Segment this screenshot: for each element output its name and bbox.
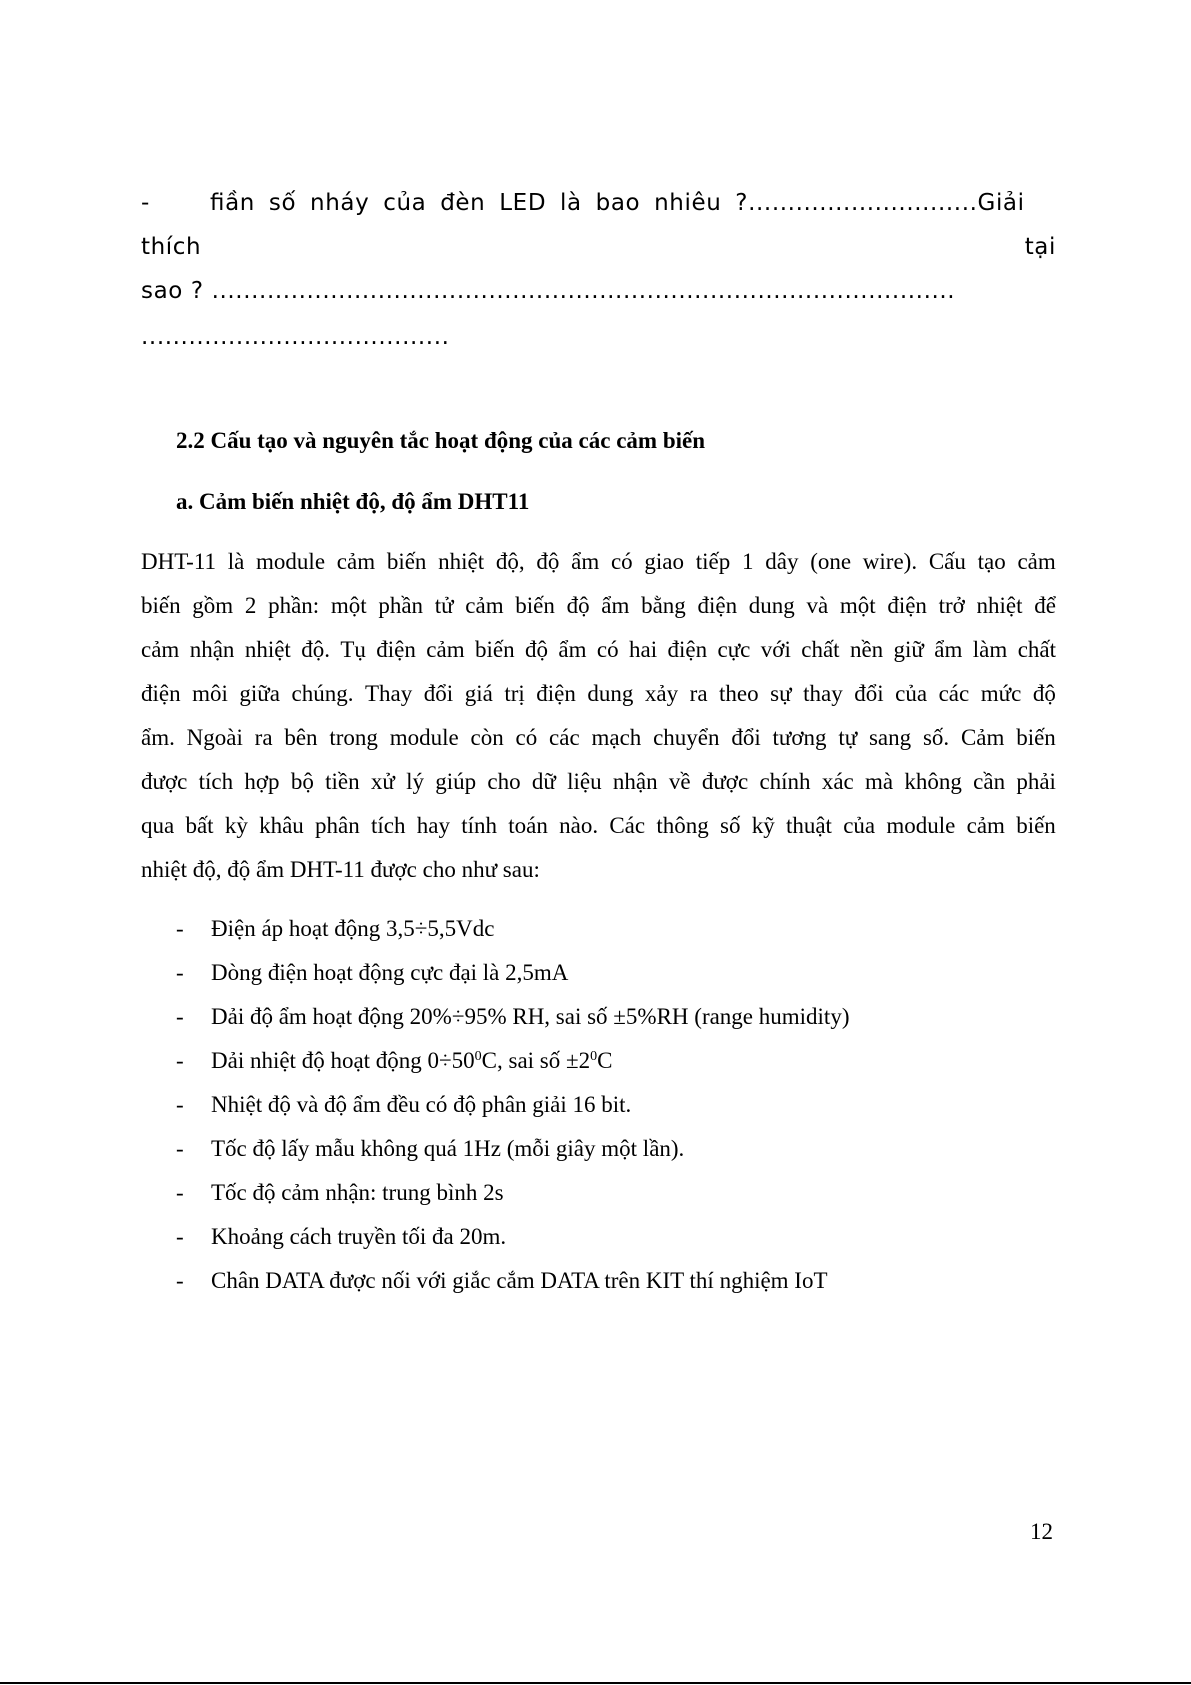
paragraph-line: DHT-11 là module cảm biến nhiệt độ, độ ẩm có giao tiếp 1 dây (one wire). Cấu tạo cảm — [141, 549, 1056, 574]
paragraph-line: được tích hợp bộ tiền xử lý giúp cho dữ liệu nhận về được chính xác mà không cần phải — [141, 769, 1056, 794]
list-item — [176, 1222, 1056, 1266]
list-item-text: Dòng điện hoạt động cực đại là 2,5mA — [211, 960, 569, 985]
list-item-text: Nhiệt độ và độ ẩm đều có độ phân giải 16 bit. — [211, 1092, 632, 1117]
list-item — [176, 1090, 1056, 1134]
list-dash: - — [176, 1048, 184, 1073]
bottom-divider — [0, 1682, 1191, 1684]
list-item — [176, 1046, 1056, 1090]
list-item-text: Chân DATA được nối với giắc cắm DATA trên KIT thí nghiệm IoT — [211, 1268, 828, 1293]
question-word-tai: tại — [1024, 234, 1056, 260]
list-item — [176, 1002, 1056, 1046]
list-dash: - — [176, 1224, 184, 1249]
list-item — [176, 1266, 1056, 1310]
paragraph-line: cảm nhận nhiệt độ. Tụ điện cảm biến độ ẩm có hai điện cực với chất nền giữ ẩm làm chất — [141, 637, 1056, 662]
temp-range-text: Dải nhiệt độ hoạt động 0÷50 — [211, 1048, 475, 1073]
list-item-text: Tốc độ lấy mẫu không quá 1Hz (mỗi giây một lần). — [211, 1136, 685, 1161]
list-item-text: Dải độ ẩm hoạt động 20%÷95% RH, sai số ±5%RH (range humidity) — [211, 1004, 850, 1029]
subsection-heading: a. Cảm biến nhiệt độ, độ ẩm DHT11 — [176, 489, 530, 514]
question-word-thich: thích — [141, 234, 202, 260]
list-item — [176, 1134, 1056, 1178]
list-dash: - — [176, 1004, 184, 1029]
list-dash: - — [176, 960, 184, 985]
list-item — [176, 1178, 1056, 1222]
list-dash: - — [176, 1092, 184, 1117]
question-text: ﬁần số nháy của đèn LED là bao nhiêu ?.............................Giải — [210, 190, 1025, 216]
list-dash: - — [176, 1268, 184, 1293]
degree-superscript: 0 — [474, 1049, 482, 1064]
paragraph-line: qua bất kỳ khâu phân tích hay tính toán nào. Các thông số kỹ thuật của module cảm biến — [141, 813, 1056, 838]
list-item — [176, 914, 1056, 958]
spec-list — [176, 914, 1056, 1310]
list-dash: - — [176, 1180, 184, 1205]
section-heading: 2.2 Cấu tạo và nguyên tắc hoạt động của các cảm biến — [176, 428, 706, 453]
question-line-4: ....................................... — [141, 324, 450, 350]
temp-error-text: C, sai số ±2 — [481, 1048, 591, 1073]
temp-unit-text: C — [597, 1048, 613, 1073]
list-dash: - — [176, 1136, 184, 1161]
question-dash: - — [141, 190, 150, 216]
list-item-text: Tốc độ cảm nhận: trung bình 2s — [211, 1180, 504, 1205]
page-number: 12 — [1030, 1519, 1053, 1544]
paragraph-line: nhiệt độ, độ ẩm DHT-11 được cho như sau: — [141, 857, 540, 882]
degree-superscript: 0 — [590, 1049, 598, 1064]
list-item — [176, 958, 1056, 1002]
question-line-3: sao ? .............................................................................................. — [141, 278, 956, 304]
list-dash: - — [176, 916, 184, 941]
list-item-text: Khoảng cách truyền tối đa 20m. — [211, 1224, 507, 1249]
paragraph-line: điện môi giữa chúng. Thay đổi giá trị điện dung xảy ra theo sự thay đổi của các mức độ — [141, 681, 1056, 706]
paragraph-line: biến gồm 2 phần: một phần tử cảm biến độ ẩm bằng điện dung và một điện trở nhiệt để — [141, 593, 1056, 618]
body-paragraph — [141, 547, 1056, 899]
paragraph-line: ẩm. Ngoài ra bên trong module còn có các mạch chuyển đổi tương tự sang số. Cảm biến — [141, 725, 1056, 750]
list-item-text: Điện áp hoạt động 3,5÷5,5Vdc — [211, 916, 495, 941]
list-item-text-temperature — [211, 1046, 612, 1076]
